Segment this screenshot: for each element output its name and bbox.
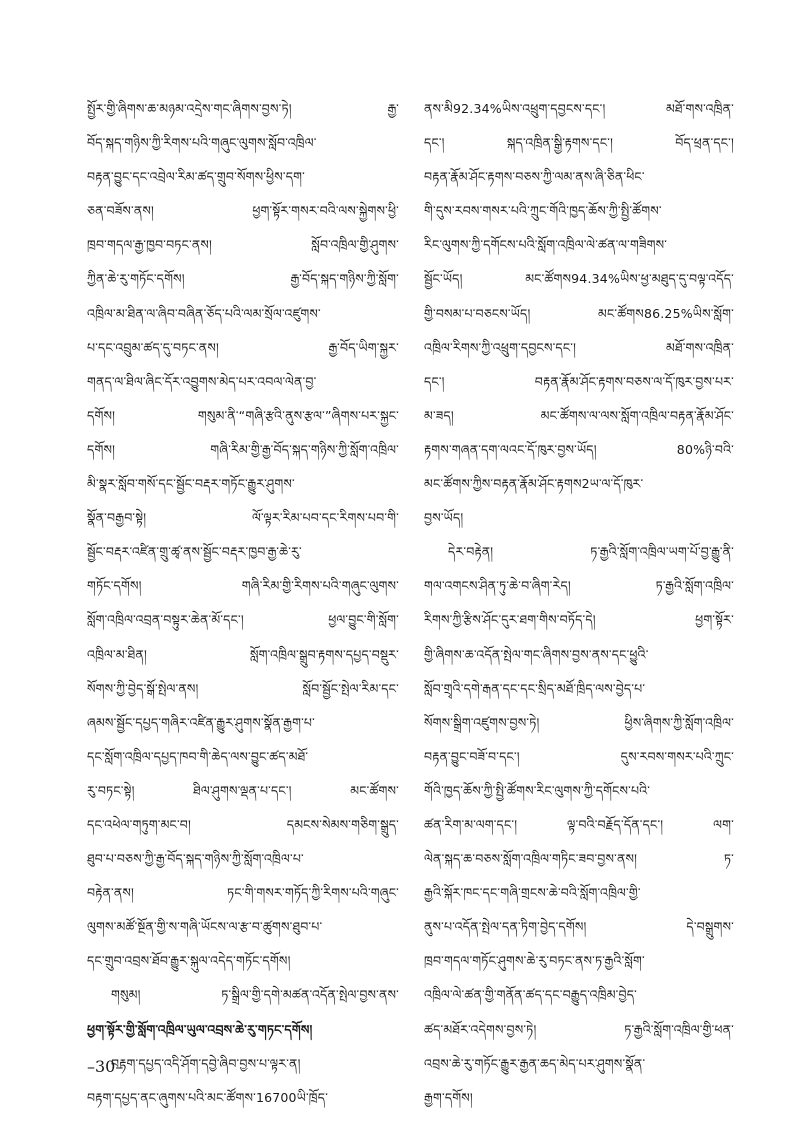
text-line: དང་། བརྟན་རྣོམ་ཤོང་རྟགས་བཅས་ལ་དོ་ཁུར་བྱས་པར་ [424, 373, 734, 389]
text-line: རྒྱའི་སྐོར་ཁང་དང་གཞི་གྲངས་ཆེ་བའི་སློག་འཁྲིལ་གྱི་ [424, 885, 641, 901]
text-line: གི་དུས་རབས་གསར་པའི་ཀྲུང་གོའི་ཁྱད་ཆོས་ཀྱི་སྤྱི་ཚོགས་ [424, 203, 662, 219]
text-line: འཁྲིལ་མ་ཐིན། སློག་འཁྲིལ་སྒྲུབ་རྟགས་དཔྱད་བསྡུར་ [87, 646, 399, 662]
text-line: བོད་སྐད་གཉིས་ཀྱི་རིགས་པའི་གཞུང་ལུགས་སློབ་འཁྲིལ་ [87, 135, 317, 151]
text-line: བརྟག་དཔྱད་ནང་ཞུགས་པའི་མང་ཚོགས་16700ཡི་ཁྲོད་ [87, 1089, 329, 1105]
text-line: ཞམས་སྦྱོང་དཔྱད་གཞིར་འཛིན་རྒྱུར་ཤུགས་སྣོན་རྒྱག་པ་ [87, 714, 315, 730]
text-line: བརྟག་དཔྱད་འདི་ཤོག་དབྱེ་ཞིབ་བྱས་པ་ལྟར་ན། [111, 1055, 301, 1071]
text-line: བརྟན་བྱུང་དང་འབྲེལ་རིམ་ཚད་གྲུབ་སོགས་ཕྱིས་དག་ [87, 169, 305, 185]
text-line: ནས་མི92.34%ཡིས་འཕྲུག་དབྱངས་དང་། མཐོ་གས་འཁྲིན་ [424, 101, 734, 116]
text-line: སོགས་སྒྲིག་འཛུགས་བྱས་ཏེ། ཕྱིས་ཞིགས་ཀྱི་སློག་འཁྲིལ་ [424, 714, 734, 730]
text-line: ཐུབ་པ་བཅས་ཀྱི་རྒྱ་བོད་སྐད་གཉིས་ཀྱི་སློག་འཁྲིལ་པ་ [87, 851, 304, 867]
text-line: བརྟན་རྣོམ་ཤོང་རྟགས་བཅས་ཀྱི་ལམ་ནས་ཞི་ཅིན་ཕིང་ [424, 169, 645, 185]
text-line: གལ་འགངས་ཤིན་ཏུ་ཆེ་བ་ཞིག་རེད། ཏ་རྒྱའི་སློག་འཁྲིལ་ [424, 578, 734, 594]
text-line: མ་ཟད། མང་ཚོགས་ལ་ལས་སློག་འཁྲིལ་བརྟན་རྣོམ་ཤོང་ [424, 407, 734, 423]
text-line: འཁྲིལ་མ་ཐིན་ལ་ཞིབ་བཞིན་ཅོད་པའི་ལམ་སྲོལ་འཛུགས་ [87, 305, 321, 321]
text-line: རྒྱག་དགོས། [424, 1089, 473, 1105]
text-line: པ་དང་འབྲུམ་ཚད་དུ་བཏང་ནས། རྒྱ་བོད་ཡིག་སྐྱར་ [87, 339, 399, 355]
text-line: སྦྱོང་བརྡར་འཛིན་གྲུ་ཚྭ་ནས་སྦྱོང་བརྡར་ཁྱབ་རྒྱ་ཆེ་རུ་ [87, 544, 302, 560]
text-line: ཚན་རིག་མ་ལག་དང་། ལྟ་བའི་བརྗོད་དོན་དང་། ལག་ [424, 816, 734, 832]
text-line: དང་གྲུབ་འབྲས་ཐོབ་རྒྱུར་སྐུལ་འདེད་གཏོང་དགོས། [87, 953, 291, 969]
text-line: གྱི་ཞིགས་ཆ་འདོན་སྤེལ་གང་ཞིགས་བྱས་ནས་དང་ཕྱུའི་ [424, 646, 649, 662]
text-line: བརྟན་བྱུང་བཟོ་བ་དང་། དུས་རབས་གསར་པའི་ཀྲུང་ [424, 748, 734, 764]
text-line: ཅན་བཟོས་ནས། ཕྱག་སྟོར་གསར་བའི་ལས་སྐྱེགས་ཕྱི་ [87, 203, 399, 219]
text-line: ཕྱག་སྟོར་གྱི་སློག་འཁྲིལ་ཡུལ་འབྲས་ཆེ་རུ་གཏང་དགོས། [87, 1021, 313, 1037]
text-line: ཚད་མཐོར་འདེགས་བྱས་ཏེ། ཏ་རྒྱའི་སློག་འཁྲིལ་གྱི་ཕན་ [424, 1021, 734, 1037]
left-text-column [87, 92, 399, 1115]
text-line: དང་འཕེལ་གཏུག་མང་བ། དམངས་སེམས་གཅིག་སྒྲུད་ [87, 816, 399, 832]
text-line: དགོས། གསུམ་ནི་“གཞི་རྩའི་ནུས་རྩལ་”ཞིགས་པར་སྐྱང་ [87, 407, 399, 423]
text-line: ཀྱིན་ཆེ་རུ་གཏོང་དགོས། རྒྱ་བོད་སྐད་གཉིས་ཀྱི་སློག་ [87, 271, 399, 287]
text-line: རུ་བཏང་སྟེ། ཐིལ་ཤུགས་ལྡན་པ་དང་། མང་ཚོགས་ [87, 782, 399, 798]
text-line: དང་སློག་འཁྲིལ་དཔྱད་ཁབ་གི་ཆེད་ལས་བྱུང་ཚད་མཐོ་ [87, 748, 309, 764]
text-line: སློབ་གྲྭའི་དགེ་རྒན་དང་དང་སྲིད་མཐོ་ཁྲིད་ལས་བྱེད་པ་ [424, 680, 646, 696]
text-line: སོགས་ཀྱི་བྱེད་སྒོ་སྤེལ་ནས། སློབ་སྦྱོང་སྤེལ་རིམ་དང་ [87, 680, 399, 696]
right-text-column [424, 92, 734, 1115]
text-line: སྣོན་བརྒྱབ་སྟེ། ལོ་ལྟར་རིམ་པབ་དང་རིགས་པབ་གི་ [87, 510, 399, 526]
text-line: རིགས་ཀྱི་རྩིས་ཤོང་དུར་ཐག་གིས་བཏོད་དེ། ཕྱག་སྟོར་ [424, 612, 734, 628]
text-line: དང་། སྐད་འཁྲིན་སྒྱི་རྟགས་དང་། བོད་ཕྲན་དང་། [424, 135, 734, 151]
text-line: དེར་བརྟེན། ཏ་རྒྱའི་སློག་འཁྲིལ་ཡག་པོ་བྱ་རྒྱུ་ནི་ [448, 544, 734, 560]
text-line: འཁྲིལ་ལེ་ཚན་གྱི་གནོན་ཚད་དང་བརྒྱུད་འཁྲིམ་བྱེད་ [424, 987, 637, 1003]
text-line: སྤྱོར་གྱི་ཞིགས་ཆ་མཉམ་འདྲེས་གང་ཞིགས་བྱས་ཏེ། རྒྱ་ [87, 101, 399, 116]
text-line: གནད་ལ་ཐིལ་ཞིང་དོར་འབྱུགས་མེད་པར་འབལ་ལེན་བྱ་ [87, 373, 317, 389]
text-line: འཁྲིལ་རིགས་ཀྱི་འཕྲུག་དབྱངས་དང་། མཐོ་གས་འཁྲིན་ [424, 339, 734, 355]
text-line: ལུགས་མཚོ་སྔོན་གྱི་ས་གཞི་ཡོངས་ལ་རྩ་བ་ཚུགས་ཐུབ་པ་ [87, 919, 323, 935]
text-line: སྦྱོང་ཡོད། མང་ཚོགས94.34%ཡིས་ཕྱ་མཐུད་དུ་བལྟ་འདོད་ [424, 271, 734, 287]
text-line: རྟགས་གཞན་དག་ལའང་དོ་ཁུར་བྱས་ཡོད། 80%ཉི་བའི་ [424, 441, 734, 457]
text-line: བརྟེན་ནས། ཏང་གི་གསར་གཏོད་ཀྱི་རིགས་པའི་གཞུང་ [87, 885, 399, 901]
text-line: དགོས། གཞི་རིམ་གྱི་རྒྱ་བོད་སྐད་གཉིས་ཀྱི་སློག་འཁྲིལ་ [87, 441, 399, 457]
text-line: ཁྲབ་གདལ་གཏོང་ཤུགས་ཆེ་རུ་བཏང་ནས་ཏ་རྒྱའི་སློག་ [424, 953, 645, 969]
text-line: ནུས་པ་འདོན་སྤེལ་དན་ཏིག་བྱེད་དགོས། དེ་བསྒྲུགས་ [424, 919, 734, 935]
text-line: སློག་འཁྲིལ་འབྲན་བསྟུར་ཆེན་མོ་དང་། ཕྱལ་བྱུང་གི་སློག་ [87, 612, 399, 628]
text-line: མང་ཚོགས་ཀྱིས་བརྟན་རྣོམ་ཤོང་རྟགས2ཡ་ལ་དོ་ཁུར་ [424, 476, 644, 492]
text-line: བྱས་ཡོད། [424, 510, 464, 526]
text-line: ལེན་སྐད་ཆ་བཅས་སློག་འཁྲིལ་གཏིང་ཟབ་བྱས་ནས། ཏ་ [424, 851, 734, 867]
text-line: མི་སྣར་སློབ་གསོ་དང་སྦྱོང་བརྡར་གཏོང་རྒྱུར་ཤུགས་ [87, 476, 295, 492]
text-line: གོའི་ཁྱད་ཆོས་ཀྱི་སྤྱི་ཚོགས་རིང་ལུགས་ཀྱི་དགོངས་པའི་ [424, 782, 651, 798]
page-number: –30– [87, 1057, 124, 1076]
text-line: གྱི་བསམ་པ་བཅངས་ཡོད། མང་ཚོགས86.25%ཡིས་སློག་ [424, 305, 734, 321]
text-line: རིང་ལུགས་ཀྱི་དགོངས་པའི་སློག་འཁྲིལ་ལེ་ཚན་ལ་གཟིགས་ [424, 237, 668, 253]
text-line: གསུམ། ཏ་སྒྲིལ་གྱི་དགེ་མཚན་འདོན་སྤེལ་བྱས་ནས་ [111, 987, 399, 1003]
text-line: གཏོང་དགོས། གཞི་རིམ་གྱི་རིགས་པའི་གཞུང་ལུགས་ [87, 578, 399, 594]
text-line: འབྲས་ཆེ་རུ་གཏོང་རྒྱུར་རྒྱན་ཆད་མེད་པར་ཤུགས་སྣོན་ [424, 1055, 646, 1071]
text-line: ཁྲབ་གདལ་རྒྱ་ཁྱབ་བཏང་ནས། སློབ་འཁྲིལ་གྱི་ཤུགས་ [87, 237, 399, 253]
